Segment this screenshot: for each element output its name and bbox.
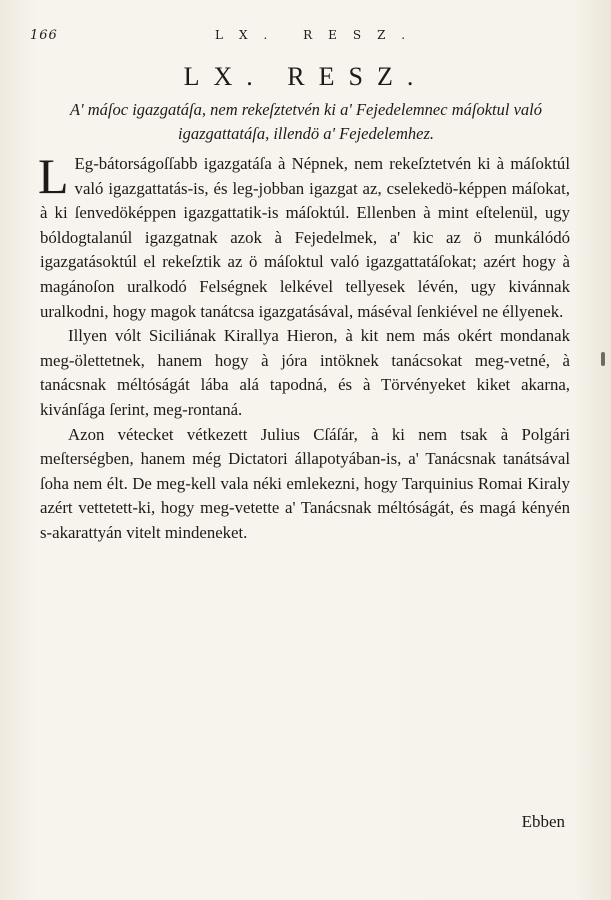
- catchword: Ebben: [521, 812, 565, 831]
- running-head: LX. RESZ.: [215, 28, 422, 42]
- paragraph-1: [38, 148, 570, 324]
- page-number: 166: [30, 28, 58, 43]
- page-header: [30, 28, 575, 48]
- chapter-subtitle: A' máſoc igazgatáſa, nem rekeſztetvén ki a' Fejedelemnec máſoktul való igazgattatáſa, illendö a' Fejedelemhez.: [70, 100, 542, 143]
- paragraph-1-text: Eg-bátorságoſſabb igazgatáſa à Népnek, nem rekeſztetvén ki à máſoktúl való igazgattatás-is, és leg-jobban igazgat az, cselekedö-képpen máſokat, à ki ſenvedöképpen igazgattatik-is máſoktúl. Ellenben à mint eſtelenül, ugy bóldogtalanúl igazgatnak azok à Fejedelmek, a' kic az ö munkálódó igazgatásoktúl el rekeſztik az ö máſoktul való igazgattatáſokat; azért hogy à magánoſon uralkodó Felségnek lelkével tellyesek lévén, ugy kivánnak uralkodni, hogy magok tanátcsa igazgatásával, máséval ſenkiével ne éllyenek.: [40, 154, 570, 321]
- body-text: [38, 148, 570, 546]
- chapter-title: LX. RESZ.: [183, 62, 428, 91]
- paragraph-3: Azon vétecket vétkezett Julius Cſáſár, à ki nem tsak à Polgári meſterségben, hanem még Dictatori állapotyában-is, a' Tanácsnak tanátsával ſoha nem élt. De meg-kell vala néki emlekezni, hogy Tarquinius Romai Kiraly azért vettetett-ki, hogy meg-vetette a' Tanácsnak méltóságát, és magá kényén s-akarattyán vitelt mindeneket.: [40, 424, 570, 542]
- paragraph-2: Illyen vólt Siciliának Kirallya Hieron, à kit nem más okért mondanak meg-ölettetnek, hanem hogy à jóra intöknek tanácsokat meg-vetné, à tanácsnak méltóságát lába alá tapodná, és à Törvényeket kiket akarna, kivánſága ſerint, meg-rontaná.: [40, 326, 570, 419]
- drop-cap: L: [38, 148, 69, 204]
- ink-spot: [601, 352, 605, 366]
